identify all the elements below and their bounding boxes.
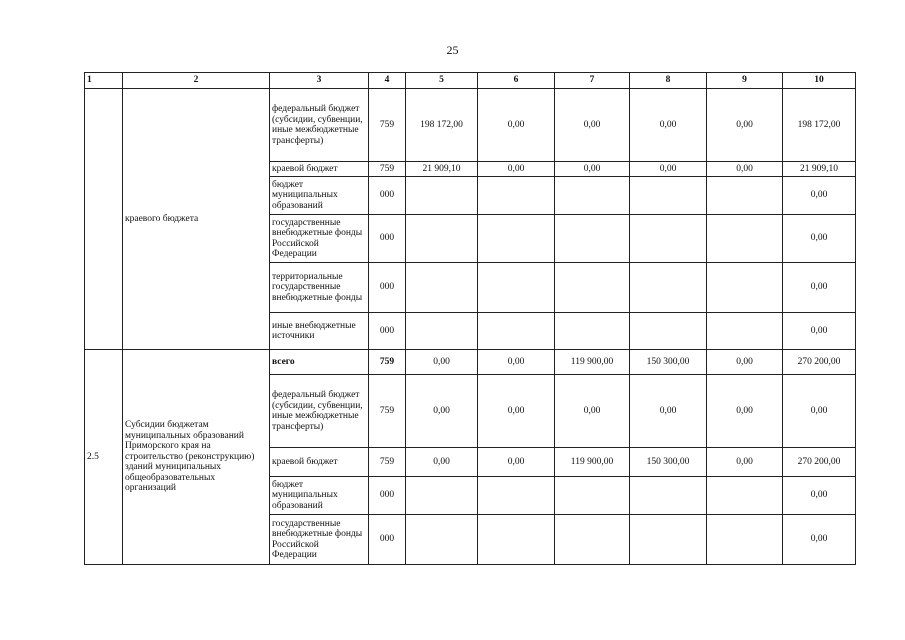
source-cell: федеральный бюджет (субсидии, субвенции, иные межбюджетные трансферты) <box>270 375 369 448</box>
value-cell <box>555 477 630 515</box>
source-cell: государственные внебюджетные фонды Российской Федерации <box>270 215 369 263</box>
value-cell <box>707 215 783 263</box>
value-cell: 198 172,00 <box>406 89 478 162</box>
value-cell: 150 300,00 <box>630 350 707 375</box>
value-cell: 0,00 <box>478 448 555 477</box>
value-cell: 21 909,10 <box>783 162 856 177</box>
value-cell <box>406 263 478 313</box>
value-cell <box>406 515 478 565</box>
value-cell <box>555 263 630 313</box>
value-cell <box>630 263 707 313</box>
value-cell <box>555 177 630 215</box>
source-cell: краевой бюджет <box>270 162 369 177</box>
value-cell <box>707 313 783 350</box>
value-cell <box>707 177 783 215</box>
value-cell: 21 909,10 <box>406 162 478 177</box>
code-cell: 759 <box>369 350 406 375</box>
item-name-cell: краевого бюджета <box>123 89 270 350</box>
header-cell: 2 <box>123 73 270 89</box>
value-cell: 270 200,00 <box>783 448 856 477</box>
value-cell: 0,00 <box>783 375 856 448</box>
item-number-cell: 2.5 <box>85 350 123 565</box>
source-cell: бюджет муниципальных образований <box>270 477 369 515</box>
source-cell: государственные внебюджетные фонды Российской Федерации <box>270 515 369 565</box>
table-row <box>85 350 856 375</box>
code-cell: 000 <box>369 313 406 350</box>
value-cell: 150 300,00 <box>630 448 707 477</box>
value-cell: 0,00 <box>707 350 783 375</box>
value-cell <box>630 177 707 215</box>
value-cell <box>555 313 630 350</box>
header-cell: 6 <box>478 73 555 89</box>
table-header-row <box>85 73 856 89</box>
value-cell: 0,00 <box>707 89 783 162</box>
source-cell: федеральный бюджет (субсидии, субвенции, иные межбюджетные трансферты) <box>270 89 369 162</box>
value-cell <box>555 515 630 565</box>
value-cell <box>478 263 555 313</box>
value-cell <box>630 477 707 515</box>
code-cell: 000 <box>369 477 406 515</box>
header-cell: 5 <box>406 73 478 89</box>
header-cell: 4 <box>369 73 406 89</box>
value-cell: 0,00 <box>555 162 630 177</box>
source-cell: краевой бюджет <box>270 448 369 477</box>
header-cell: 1 <box>85 73 123 89</box>
value-cell <box>406 477 478 515</box>
value-cell: 0,00 <box>406 350 478 375</box>
source-cell: всего <box>270 350 369 375</box>
value-cell: 0,00 <box>555 89 630 162</box>
code-cell: 000 <box>369 515 406 565</box>
value-cell <box>707 263 783 313</box>
value-cell: 0,00 <box>707 448 783 477</box>
value-cell: 0,00 <box>783 215 856 263</box>
page-number: 25 <box>446 43 459 57</box>
value-cell: 198 172,00 <box>783 89 856 162</box>
value-cell <box>707 515 783 565</box>
value-cell: 0,00 <box>478 89 555 162</box>
code-cell: 000 <box>369 215 406 263</box>
value-cell <box>478 515 555 565</box>
value-cell: 0,00 <box>630 89 707 162</box>
value-cell <box>630 215 707 263</box>
value-cell: 270 200,00 <box>783 350 856 375</box>
header-cell: 10 <box>783 73 856 89</box>
value-cell: 0,00 <box>555 375 630 448</box>
value-cell <box>478 215 555 263</box>
item-name-cell: Субсидии бюджетам муниципальных образований Приморского края на строительство (реконструкцию) зданий муниципальных общеобразовательных организаций <box>123 350 270 565</box>
value-cell: 0,00 <box>478 162 555 177</box>
value-cell <box>707 477 783 515</box>
header-cell: 7 <box>555 73 630 89</box>
value-cell: 0,00 <box>783 515 856 565</box>
value-cell <box>630 313 707 350</box>
value-cell: 0,00 <box>707 375 783 448</box>
value-cell: 119 900,00 <box>555 350 630 375</box>
code-cell: 759 <box>369 162 406 177</box>
item-number-cell <box>85 89 123 350</box>
value-cell: 0,00 <box>406 448 478 477</box>
code-cell: 759 <box>369 375 406 448</box>
value-cell <box>406 313 478 350</box>
value-cell: 0,00 <box>630 375 707 448</box>
value-cell <box>555 215 630 263</box>
value-cell: 0,00 <box>783 263 856 313</box>
code-cell: 000 <box>369 263 406 313</box>
header-cell: 3 <box>270 73 369 89</box>
budget-table <box>84 72 856 565</box>
source-cell: бюджет муниципальных образований <box>270 177 369 215</box>
value-cell <box>406 177 478 215</box>
value-cell <box>478 313 555 350</box>
value-cell <box>478 177 555 215</box>
table-row <box>85 89 856 162</box>
source-cell: иные внебюджетные источники <box>270 313 369 350</box>
value-cell: 119 900,00 <box>555 448 630 477</box>
value-cell: 0,00 <box>478 350 555 375</box>
code-cell: 000 <box>369 177 406 215</box>
value-cell: 0,00 <box>783 313 856 350</box>
value-cell: 0,00 <box>478 375 555 448</box>
header-cell: 8 <box>630 73 707 89</box>
value-cell: 0,00 <box>783 477 856 515</box>
code-cell: 759 <box>369 89 406 162</box>
value-cell: 0,00 <box>783 177 856 215</box>
code-cell: 759 <box>369 448 406 477</box>
value-cell <box>630 515 707 565</box>
value-cell: 0,00 <box>707 162 783 177</box>
source-cell: территориальные государственные внебюджетные фонды <box>270 263 369 313</box>
value-cell: 0,00 <box>630 162 707 177</box>
value-cell: 0,00 <box>406 375 478 448</box>
value-cell <box>478 477 555 515</box>
value-cell <box>406 215 478 263</box>
header-cell: 9 <box>707 73 783 89</box>
